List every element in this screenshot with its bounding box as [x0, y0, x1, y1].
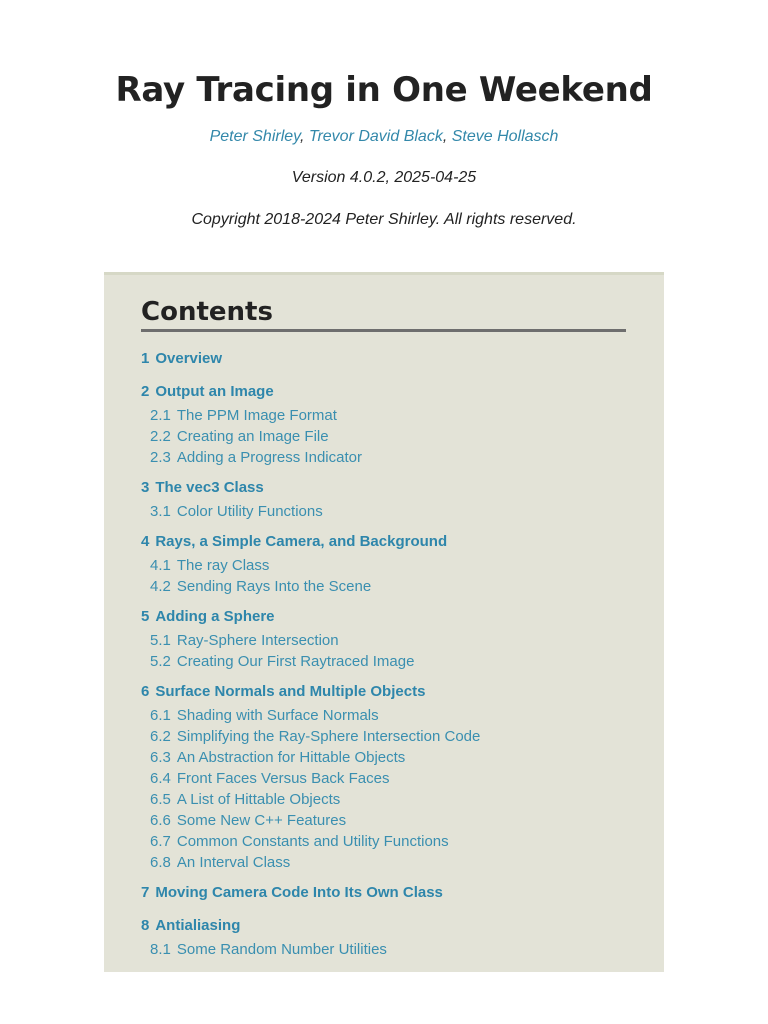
toc-subsection-title: Front Faces Versus Back Faces — [176, 770, 390, 787]
toc-subsection-title: The ray Class — [176, 557, 270, 574]
toc-subsection-title: An Abstraction for Hittable Objects — [176, 749, 406, 766]
toc-section-number: 6 — [141, 683, 150, 700]
toc-section-link[interactable] — [141, 349, 641, 372]
toc-section-number: 5 — [141, 608, 150, 625]
toc-section — [141, 349, 641, 372]
toc-subsection-number: 5.2 — [150, 653, 171, 670]
toc-subsection-number: 2.1 — [150, 407, 171, 424]
toc-subsection-link[interactable] — [141, 705, 641, 726]
copyright-line: Copyright 2018-2024 Peter Shirley. All rights reserved. — [191, 211, 577, 228]
author-separator: , — [299, 128, 309, 145]
toc-section — [141, 382, 641, 468]
toc-subsection-link[interactable] — [141, 651, 641, 672]
toc-section — [141, 883, 641, 906]
toc-section-title: Surface Normals and Multiple Objects — [155, 683, 426, 700]
toc-section-number: 3 — [141, 479, 150, 496]
toc-section-title: Rays, a Simple Camera, and Background — [155, 533, 448, 550]
toc-subsection-number: 6.3 — [150, 749, 171, 766]
toc-section-number: 7 — [141, 884, 150, 901]
toc-section-title: Moving Camera Code Into Its Own Class — [155, 884, 443, 901]
toc-list — [141, 349, 641, 970]
toc-subsection-link[interactable] — [141, 405, 641, 426]
toc-section-title: Adding a Sphere — [155, 608, 275, 625]
table-of-contents — [104, 272, 664, 972]
toc-subsection-number: 2.2 — [150, 428, 171, 445]
toc-subsection-number: 5.1 — [150, 632, 171, 649]
author-link-black[interactable]: Trevor David Black — [308, 128, 443, 145]
toc-subsection-link[interactable] — [141, 576, 641, 597]
toc-subsection-number: 8.1 — [150, 941, 171, 958]
toc-section-link[interactable] — [141, 382, 641, 405]
toc-section-link[interactable] — [141, 532, 641, 555]
toc-subsection-title: A List of Hittable Objects — [176, 791, 341, 808]
toc-subsection-link[interactable] — [141, 831, 641, 852]
toc-subsection-link[interactable] — [141, 789, 641, 810]
toc-subsection-title: The PPM Image Format — [176, 407, 337, 424]
toc-subsection-link[interactable] — [141, 447, 641, 468]
toc-section-number: 8 — [141, 917, 150, 934]
author-link-hollasch[interactable]: Steve Hollasch — [451, 128, 559, 145]
toc-subsection-link[interactable] — [141, 630, 641, 651]
toc-subsection-title: Creating an Image File — [176, 428, 329, 445]
toc-subsection-title: Ray-Sphere Intersection — [176, 632, 339, 649]
toc-section-number: 4 — [141, 533, 150, 550]
toc-subsection-title: Some Random Number Utilities — [176, 941, 387, 958]
toc-subsection-number: 6.1 — [150, 707, 171, 724]
toc-subsection-number: 3.1 — [150, 503, 171, 520]
toc-subsection-title: Some New C++ Features — [176, 812, 347, 829]
toc-subsection-title: Common Constants and Utility Functions — [176, 833, 449, 850]
toc-subsection-link[interactable] — [141, 501, 641, 522]
toc-subsection-link[interactable] — [141, 426, 641, 447]
toc-section-title: The vec3 Class — [155, 479, 264, 496]
toc-section-title: Overview — [155, 350, 223, 367]
toc-subsection-link[interactable] — [141, 726, 641, 747]
author-separator: , — [442, 128, 452, 145]
toc-subsection-link[interactable] — [141, 852, 641, 873]
toc-section-link[interactable] — [141, 607, 641, 630]
toc-subsection-title: An Interval Class — [176, 854, 291, 871]
toc-section-title: Antialiasing — [155, 917, 241, 934]
toc-section-number: 1 — [141, 350, 150, 367]
toc-subsection-title: Shading with Surface Normals — [176, 707, 379, 724]
toc-subsection-link[interactable] — [141, 747, 641, 768]
toc-subsection-link[interactable] — [141, 555, 641, 576]
toc-section — [141, 682, 641, 873]
toc-section-link[interactable] — [141, 682, 641, 705]
toc-subsection-link[interactable] — [141, 768, 641, 789]
toc-section-link[interactable] — [141, 478, 641, 501]
toc-section — [141, 478, 641, 522]
toc-subsection-title: Color Utility Functions — [176, 503, 323, 520]
toc-subsection-number: 4.2 — [150, 578, 171, 595]
toc-section — [141, 916, 641, 960]
toc-section-link[interactable] — [141, 916, 641, 939]
version-line: Version 4.0.2, 2025-04-25 — [291, 169, 477, 186]
toc-subsection-number: 6.2 — [150, 728, 171, 745]
toc-subsection-number: 6.6 — [150, 812, 171, 829]
toc-section — [141, 607, 641, 672]
toc-subsection-title: Sending Rays Into the Scene — [176, 578, 372, 595]
toc-section-number: 2 — [141, 383, 150, 400]
toc-subsection-number: 4.1 — [150, 557, 171, 574]
toc-subsection-link[interactable] — [141, 810, 641, 831]
toc-section-link[interactable] — [141, 883, 641, 906]
toc-heading: Contents — [141, 297, 626, 332]
toc-subsection-number: 6.5 — [150, 791, 171, 808]
toc-subsection-link[interactable] — [141, 939, 641, 960]
toc-subsection-title: Simplifying the Ray-Sphere Intersection Code — [176, 728, 481, 745]
toc-subsection-number: 6.8 — [150, 854, 171, 871]
toc-subsection-title: Creating Our First Raytraced Image — [176, 653, 415, 670]
author-link-shirley[interactable]: Peter Shirley — [209, 128, 300, 145]
toc-section-title: Output an Image — [155, 383, 274, 400]
document-title: Ray Tracing in One Weekend — [115, 70, 653, 110]
toc-subsection-number: 6.4 — [150, 770, 171, 787]
author-list — [0, 128, 768, 146]
toc-section — [141, 532, 641, 597]
toc-subsection-number: 6.7 — [150, 833, 171, 850]
toc-subsection-title: Adding a Progress Indicator — [176, 449, 362, 466]
toc-subsection-number: 2.3 — [150, 449, 171, 466]
